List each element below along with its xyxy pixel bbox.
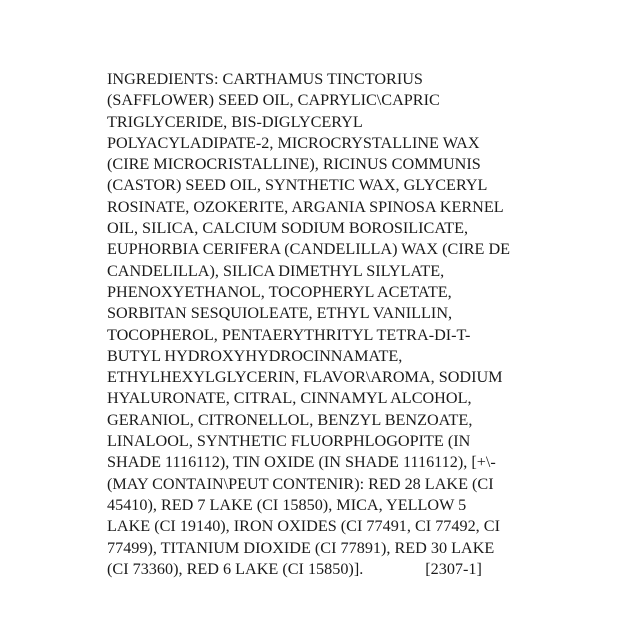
ingredients-line-18: LINALOOL, SYNTHETIC FLUORPHLOGOPITE (IN (107, 432, 471, 451)
ingredients-list (107, 69, 527, 580)
ingredients-line-22: LAKE (CI 19140), IRON OXIDES (CI 77491, CI 77492, CI (107, 517, 500, 536)
ingredients-line-1: INGREDIENTS: CARTHAMUS TINCTORIUS (107, 70, 423, 88)
ingredients-line-12: SORBITAN SESQUIOLEATE, ETHYL VANILLIN, (107, 304, 453, 323)
ingredients-line-4: POLYACYLADIPATE-2, MICROCRYSTALLINE WAX (107, 133, 480, 152)
ingredients-line-14: BUTYL HYDROXYHYDROCINNAMATE, (107, 346, 403, 365)
batch-code: [2307-1] (425, 559, 482, 578)
ingredients-line-23: 77499), TITANIUM DIOXIDE (CI 77891), RED 30 LAKE (107, 538, 495, 557)
ingredients-line-20: (MAY CONTAIN\PEUT CONTENIR): RED 28 LAKE (CI (107, 474, 494, 493)
ingredients-line-6: (CASTOR) SEED OIL, SYNTHETIC WAX, GLYCERYL (107, 176, 488, 195)
ingredients-line-17: GERANIOL, CITRONELLOL, BENZYL BENZOATE, (107, 410, 473, 429)
ingredients-line-8: OIL, SILICA, CALCIUM SODIUM BOROSILICATE, (107, 219, 469, 238)
ingredients-line-5: (CIRE MICROCRISTALLINE), RICINUS COMMUNIS (107, 155, 481, 174)
ingredients-line-15: ETHYLHEXYLGLYCERIN, FLAVOR\AROMA, SODIUM (107, 368, 503, 387)
ingredients-line-10: CANDELILLA), SILICA DIMETHYL SILYLATE, (107, 261, 445, 280)
ingredients-line-11: PHENOXYETHANOL, TOCOPHERYL ACETATE, (107, 282, 452, 301)
ingredients-line-2: (SAFFLOWER) SEED OIL, CAPRYLIC\CAPRIC (107, 91, 440, 110)
ingredients-line-16: HYALURONATE, CITRAL, CINNAMYL ALCOHOL, (107, 389, 472, 408)
ingredients-final-line (107, 559, 527, 580)
ingredients-line-21: 45410), RED 7 LAKE (CI 15850), MICA, YELLOW 5 (107, 495, 467, 514)
ingredients-line-19: SHADE 1116112), TIN OXIDE (IN SHADE 1116112), [+\- (107, 453, 496, 472)
ingredients-line-9: EUPHORBIA CERIFERA (CANDELILLA) WAX (CIRE DE (107, 240, 511, 259)
ingredients-line-7: ROSINATE, OZOKERITE, ARGANIA SPINOSA KERNEL (107, 197, 504, 216)
ingredients-line-24: (CI 73360), RED 6 LAKE (CI 15850)]. (107, 559, 364, 578)
ingredients-line-3: TRIGLYCERIDE, BIS-DIGLYCERYL (107, 112, 363, 131)
ingredients-line-13: TOCOPHEROL, PENTAERYTHRITYL TETRA-DI-T- (107, 325, 471, 344)
